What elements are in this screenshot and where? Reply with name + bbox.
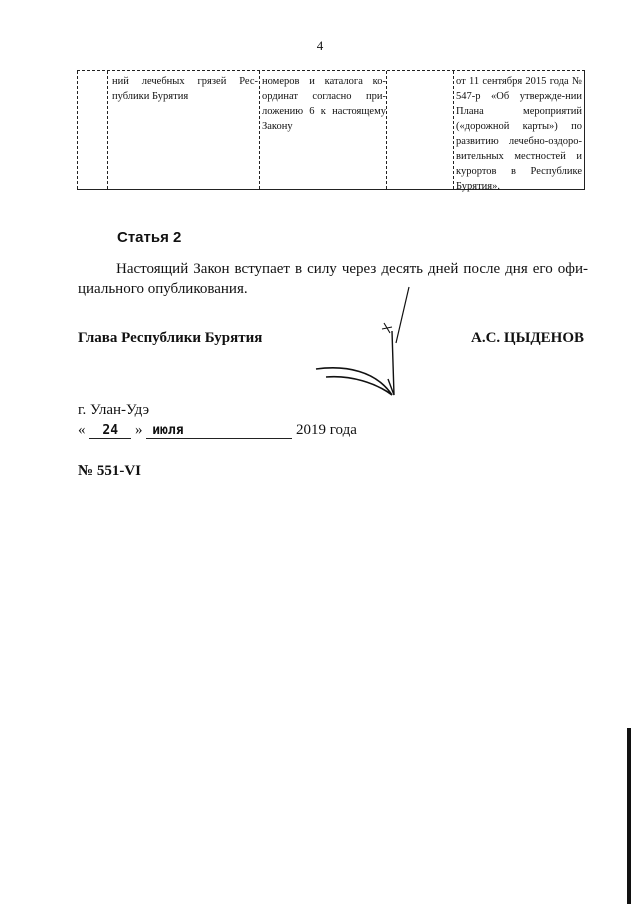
table-fragment (77, 70, 585, 190)
table-cell-empty (389, 71, 449, 189)
handwritten-signature (306, 283, 416, 403)
page-number: 4 (316, 38, 324, 53)
date-day: 24 (89, 423, 131, 439)
table-cell-document-reference: от 11 сентября 2015 года № 547-р «Об утвержде-нии Плана мероприятий («дорожной карты») по развитию лечебно-оздоро-вительных местностей и курортов в Республике Бурятия». (456, 76, 582, 192)
table-cell-resource-name: ний лечебных грязей Рес-публики Бурятия (112, 76, 258, 102)
scan-edge-mark (627, 728, 631, 904)
article-heading: Статья 2 (117, 229, 182, 246)
signatory-name: А.С. ЦЫДЕНОВ (471, 330, 584, 346)
article-body: Настоящий Закон вступает в силу через десять дней после дня его офи-циального опубликования. (78, 261, 588, 297)
date-year: 2019 года (296, 422, 357, 438)
city: г. Улан-Удэ (78, 402, 150, 418)
law-number: № 551-VI (78, 463, 141, 479)
table-cell-coordinates: номеров и каталога ко-ординат согласно при-ложению 6 к настоящему Закону (262, 76, 386, 132)
open-quote: « (78, 422, 86, 438)
date-line (78, 422, 357, 439)
date-month: июля (146, 423, 292, 439)
signatory-title: Глава Республики Бурятия (78, 330, 263, 346)
close-quote: » (135, 422, 143, 438)
